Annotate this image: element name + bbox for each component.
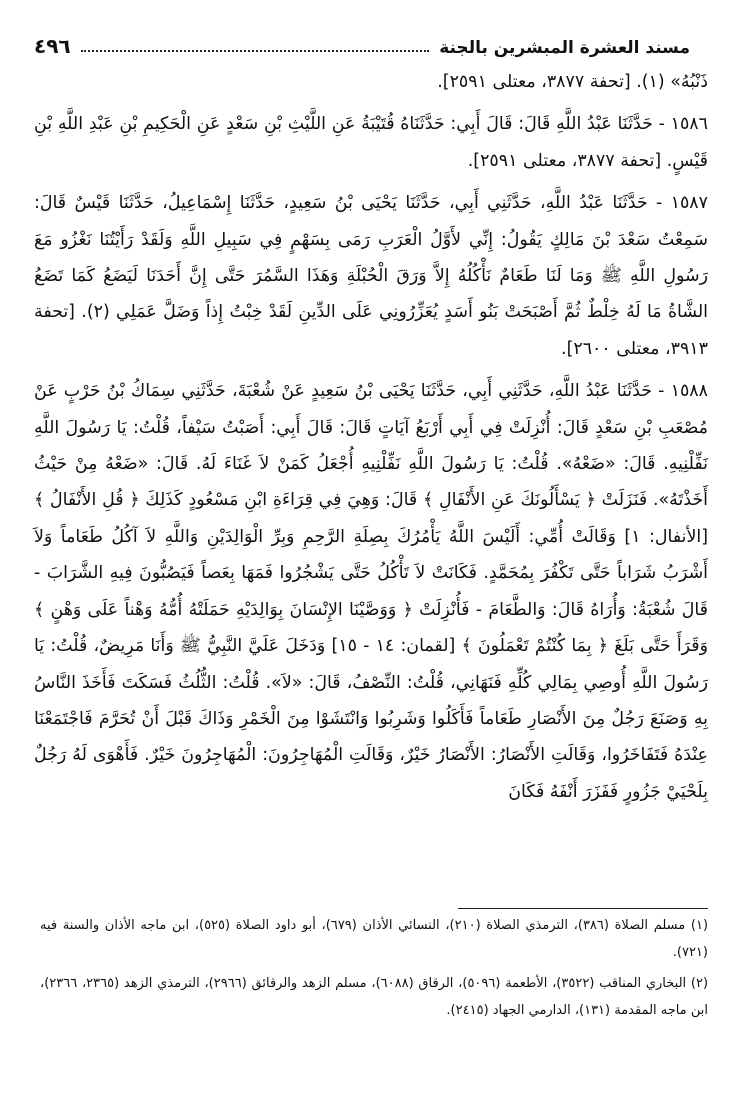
paragraph-fragment: ذَنْبُهُ» (١). [تحفة ٣٨٧٧، معتلى ٢٥٩١]. (437, 72, 708, 92)
footnote-2: (٢) البخاري المناقب (٣٥٢٢)، الأطعمة (٥٠٩٦)، الرقاق (٦٠٨٨)، مسلم الزهد والرقائق (٢٩٦٦)، الترمذي الزهد (٢٣٦٥، ٢٣٦٦)، ابن ماجه المقدمة (١٣١)، الدارمي الجهاد (٢٤١٥). (40, 976, 709, 1018)
main-text (34, 64, 708, 816)
running-title: مسند العشرة المبشرين بالجنة (439, 38, 690, 58)
page-header (34, 18, 690, 58)
footnotes (40, 912, 708, 1028)
header-dotted-leader (81, 49, 430, 52)
hadith-1588: ١٥٨٨ - حَدَّثَنَا عَبْدُ اللَّهِ، حَدَّثَنِي أَبِي، حَدَّثَنَا يَحْيَى بْنُ سَعِيدٍ عَنْ شُعْبَةَ، حَدَّثَنِي سِمَاكُ بْنُ حَرْبٍ عَنْ مُصْعَبِ بْنِ سَعْدٍ قَالَ: أُنْزِلَتْ فِي أَبِي أَرْبَعُ آيَاتٍ قَالَ: قَالَ أَبِي: أَصَبْتُ سَيْفاً، قُلْتُ: يَا رَسُولَ اللَّهِ نَفِّلْنِيهِ. قَالَ: «ضَعْهُ». قُلْتُ: يَا رَسُولَ اللَّهِ نَفِّلْنِيهِ أُجْعَلُ كَمَنْ لاَ غَنَاءَ لَهُ. قَالَ: «ضَعْهُ مِنْ حَيْثُ أَخَذْتَهُ». فَنَزَلَتْ ﴿ يَسْأَلُونَكَ عَنِ الأَنْفَالِ ﴾ قَالَ: وَهِيَ فِي قِرَاءَةِ ابْنِ مَسْعُودٍ كَذَلِكَ ﴿ قُلِ الأَنْفَالُ ﴾ [الأنفال: ١] وَقَالَتْ أُمِّي: أَلَيْسَ اللَّهُ يَأْمُرُكَ بِصِلَةِ الرَّحِمِ وَبِرِّ الْوَالِدَيْنِ وَاللَّهِ لاَ آكُلُ طَعَاماً وَلاَ أَشْرَبُ شَرَاباً حَتَّى تَكْفُرَ بِمُحَمَّدٍ. فَكَانَتْ لاَ تَأْكُلُ حَتَّى يَشْجُرُوا فَمَهَا بِعَصاً فَيَصُبُّونَ فِيهِ الشَّرَابَ - قَالَ شُعْبَةُ: وَأُرَاهُ قَالَ: وَالطَّعَامَ - فَأُنْزِلَتْ ﴿ وَوَصَّيْنَا الإِنْسَانَ بِوَالِدَيْهِ حَمَلَتْهُ أُمُّهُ وَهْناً عَلَى وَهْنٍ ﴾ وَقَرَأَ حَتَّى بَلَغَ ﴿ بِمَا كُنْتُمْ تَعْمَلُونَ ﴾ [لقمان: ١٤ - ١٥] وَدَخَلَ عَلَيَّ النَّبِيُّ ﷺ وَأَنَا مَرِيضٌ، قُلْتُ: يَا رَسُولَ اللَّهِ أُوصِي بِمَالِي كُلِّهِ فَنَهَانِي، قُلْتُ: النِّصْفُ، قَالَ: «لاَ». قُلْتُ: الثُّلُثُ فَسَكَتَ فَأَخَذَ النَّاسُ بِهِ وَصَنَعَ رَجُلٌ مِنَ الأَنْصَارِ طَعَاماً فَأَكَلُوا وَشَرِبُوا وَانْتَشَوْا مِنَ الْخَمْرِ وَذَاكَ قَبْلَ أَنْ تُحَرَّمَ فَاجْتَمَعْنَا عِنْدَهُ فَتَفَاخَرُوا، وَقَالَتِ الأَنْصَارُ: الأَنْصَارُ خَيْرٌ، وَقَالَتِ الْمُهَاجِرُونَ: الْمُهَاجِرُونَ خَيْرٌ. فَأَهْوَى لَهُ رَجُلٌ بِلَحْيَيْ جَزُورٍ فَفَزَرَ أَنْفَهُ فَكَانَ (34, 381, 708, 802)
hadith-1587: ١٥٨٧ - حَدَّثَنَا عَبْدُ اللَّهِ، حَدَّثَنِي أَبِي، حَدَّثَنَا يَحْيَى بْنُ سَعِيدٍ، حَدَّثَنَا إِسْمَاعِيلُ، حَدَّثَنَا قَيْسٌ قَالَ: سَمِعْتُ سَعْدَ بْنَ مَالِكٍ يَقُولُ: إِنِّي لأَوَّلُ الْعَرَبِ رَمَى بِسَهْمٍ فِي سَبِيلِ اللَّهِ وَلَقَدْ رَأَيْتُنَا نَغْزُو مَعَ رَسُولِ اللَّهِ ﷺ وَمَا لَنَا طَعَامٌ نَأْكُلُهُ إِلاَّ وَرَقَ الْحُبْلَةِ وَهَذَا السَّمُرَ حَتَّى إِنَّ أَحَدَنَا لَيَضَعُ كَمَا تَضَعُ الشَّاةُ مَا لَهُ خِلْطٌ ثُمَّ أَصْبَحَتْ بَنُو أَسَدٍ يُعَزِّرُونِي عَلَى الدِّينِ لَقَدْ خِبْتُ إِذاً وَضَلَّ عَمَلِي (٢). [تحفة ٣٩١٣، معتلى ٢٦٠٠]. (34, 193, 708, 359)
footnote-1: (١) مسلم الصلاة (٣٨٦)، الترمذي الصلاة (٢١٠)، النسائي الأذان (٦٧٩)، أبو داود الصلاة (٥٢٥)، ابن ماجه الأذان والسنة فيه (٧٢١). (40, 918, 709, 960)
hadith-1586: ١٥٨٦ - حَدَّثَنَا عَبْدُ اللَّهِ قَالَ: قَالَ أَبِي: حَدَّثَنَاهُ قُتَيْبَةُ عَنِ اللَّيْثِ بْنِ سَعْدٍ عَنِ الْحَكِيمِ بْنِ عَبْدِ اللَّهِ بْنِ قَيْسٍ. [تحفة ٣٨٧٧، معتلى ٢٥٩١]. (34, 114, 708, 171)
footnote-separator (458, 908, 708, 909)
page-number: ٤٩٦ (34, 34, 71, 58)
